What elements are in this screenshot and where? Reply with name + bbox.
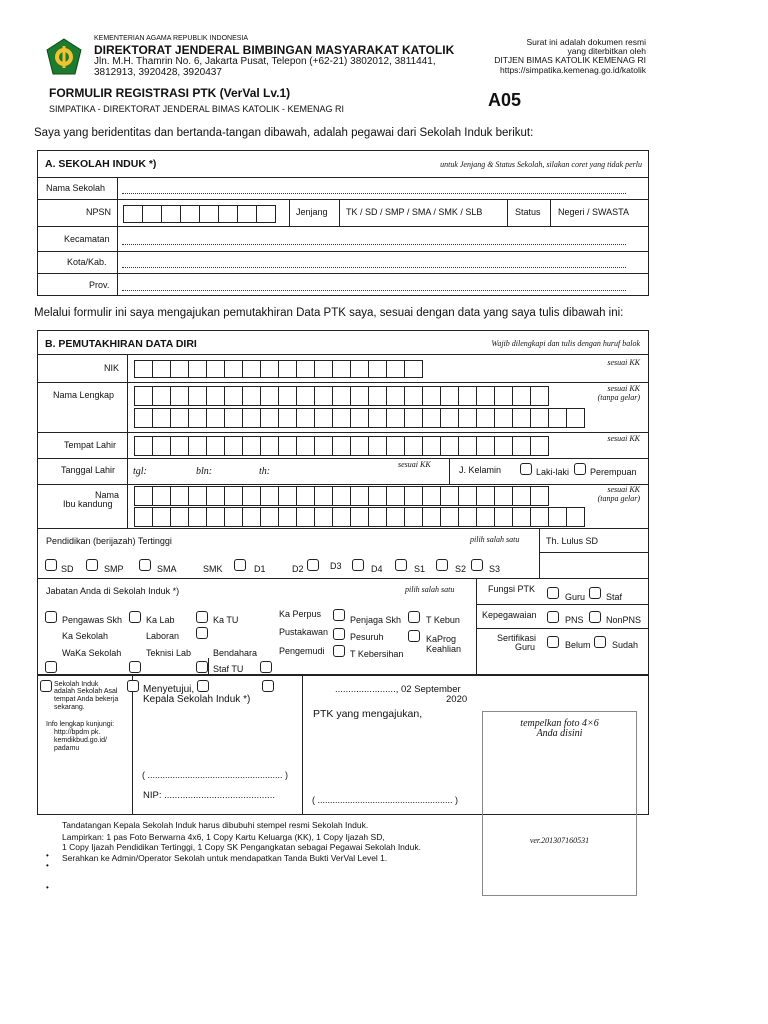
section-b-title: B. PEMUTAKHIRAN DATA DIRI [45, 338, 197, 350]
bendahara-label: Bendahara [213, 648, 258, 658]
note-line-2: yang diterbitkan oleh [567, 46, 646, 56]
tanggal-sesuai-kk: sesuai KK [398, 460, 431, 469]
signature-date: ......................., 02 September [335, 684, 461, 695]
section-a-box [37, 150, 649, 296]
belum-checkbox[interactable] [547, 636, 559, 648]
ibu-tanpa-gelar: (tanpa gelar) [597, 494, 640, 503]
staf-label: Staf [606, 592, 623, 602]
waka-checkbox[interactable] [45, 661, 57, 673]
sudah-checkbox[interactable] [594, 636, 606, 648]
pendidikan-label: Pendidikan (berijazah) Tertinggi [46, 536, 172, 546]
edu-sma-label: SMA [157, 564, 177, 574]
info-line-4: sekarang. [54, 704, 85, 711]
info-line-8[interactable]: padamu [54, 745, 80, 752]
jabatan-label: Jabatan Anda di Sekolah Induk *) [46, 586, 180, 596]
laki-checkbox[interactable] [520, 463, 532, 475]
th-lulus-label: Th. Lulus SD [546, 536, 599, 546]
prov-field[interactable] [122, 290, 626, 291]
ibu-sesuai-kk: sesuai KK [607, 485, 640, 494]
sertifikasi-label-2: Guru [515, 642, 536, 652]
tkebun-label: T Kebun [426, 615, 460, 625]
guru-checkbox[interactable] [547, 587, 559, 599]
bln-label[interactable]: bln: [196, 466, 213, 477]
jabatan-pilih: pilih salah satu [405, 585, 455, 594]
th-label[interactable]: th: [259, 466, 271, 477]
kecamatan-label: Kecamatan [64, 234, 110, 244]
address-line-1: Jln. M.H. Thamrin No. 6, Jakarta Pusat, Telepon (+62-21) 3802012, 3811441, [94, 56, 436, 67]
nama-sekolah-field[interactable] [122, 193, 626, 194]
nama-ibu-cells-1[interactable] [134, 486, 548, 506]
nama-ibu-label-1: Nama [95, 490, 120, 500]
edu-d3-checkbox[interactable] [395, 559, 407, 571]
nama-ibu-label-2: Ibu kandung [63, 499, 113, 509]
section-b-note: Wajib dilengkapi dan tulis dengan huruf balok [491, 339, 640, 348]
kaprog-label-2: Keahlian [426, 644, 462, 654]
form-title: FORMULIR REGISTRASI PTK (VerVal Lv.1) [49, 86, 291, 100]
bullet-1: • [46, 851, 49, 860]
signature-year: 2020 [446, 694, 468, 705]
kepala-nip[interactable]: NIP: .......................................... [143, 790, 275, 801]
nonpns-checkbox[interactable] [589, 611, 601, 623]
prov-label: Prov. [89, 280, 110, 290]
tanggal-lahir-label: Tanggal Lahir [61, 465, 116, 475]
edu-sma-checkbox[interactable] [139, 559, 151, 571]
kepala-checkbox-3 [262, 680, 274, 692]
npsn-label: NPSN [86, 207, 112, 217]
info-line-7[interactable]: kemdikbud.go.id/ [54, 737, 107, 744]
note-line-4: https://simpatika.kemenag.go.id/katolik [500, 65, 646, 75]
edu-d1-checkbox[interactable] [307, 559, 319, 571]
teknisi-label: Teknisi Lab [146, 648, 192, 658]
staf-checkbox[interactable] [589, 587, 601, 599]
pengemudi-label: Pengemudi [279, 646, 325, 656]
bullet-2: • [46, 861, 49, 870]
nik-label: NIK [104, 363, 120, 373]
laki-label: Laki-laki [536, 467, 570, 477]
edu-d4-label: D4 [371, 564, 383, 574]
edu-d2-checkbox[interactable] [352, 559, 364, 571]
nama-sekolah-label: Nama Sekolah [46, 183, 106, 193]
kepala-name-line[interactable]: ( ...................................................... ) [142, 770, 289, 780]
info-line-3: tempat Anda bekerja [54, 696, 119, 703]
bendahara-checkbox[interactable] [196, 661, 208, 673]
note-line-1: Surat ini adalah dokumen resmi [526, 37, 646, 47]
kecamatan-field[interactable] [122, 244, 626, 245]
kaperpus-label-1: Ka Perpus [279, 609, 322, 619]
edu-sd-checkbox[interactable] [45, 559, 57, 571]
kota-field[interactable] [122, 267, 626, 268]
ptk-name-line[interactable]: ( ...................................................... ) [312, 795, 459, 805]
tempat-sesuai-kk: sesuai KK [607, 434, 640, 443]
staftu-checkbox[interactable] [260, 661, 272, 673]
form-subtitle: SIMPATIKA - DIREKTORAT JENDERAL BIMAS KATOLIK - KEMENAG RI [49, 104, 345, 114]
footer-line-1: Tandatangan Kepala Sekolah Induk harus dibubuhi stempel resmi Sekolah Induk. [62, 820, 369, 830]
kaprog-label-1: KaProg [426, 634, 457, 644]
edu-d2-label: D2 [292, 564, 304, 574]
perempuan-label: Perempuan [590, 467, 637, 477]
sudah-label: Sudah [612, 640, 639, 650]
info-checkbox [40, 680, 52, 692]
form-code: A05 [488, 90, 522, 110]
directorate-name: DIREKTORAT JENDERAL BIMBINGAN MASYARAKAT KATOLIK [94, 43, 455, 57]
penjaga-label: Penjaga Skh [350, 615, 402, 625]
bullet-3: • [46, 883, 49, 892]
ministry-name: KEMENTERIAN AGAMA REPUBLIK INDONESIA [94, 35, 249, 42]
nik-sesuai-kk: sesuai KK [607, 358, 640, 367]
info-line-5: Info lengkap kunjungi: [46, 721, 115, 728]
jkelamin-label: J. Kelamin [459, 465, 502, 475]
belum-label: Belum [565, 640, 591, 650]
pns-label: PNS [565, 615, 584, 625]
photo-text-2: Anda disini [536, 728, 583, 739]
edu-smp-checkbox[interactable] [86, 559, 98, 571]
edu-d1-label: D1 [254, 564, 266, 574]
info-line-1: Sekolah Induk [54, 681, 99, 688]
tempat-lahir-cells[interactable] [134, 436, 548, 456]
nama-ibu-cells-2[interactable] [134, 507, 584, 527]
nama-tanpa-gelar: (tanpa gelar) [597, 393, 640, 402]
waka-label: WaKa Sekolah [62, 648, 122, 658]
katu-checkbox[interactable] [196, 611, 208, 623]
nama-lengkap-label: Nama Lengkap [53, 390, 115, 400]
nonpns-label: NonPNS [606, 615, 642, 625]
npsn-cells[interactable] [123, 205, 275, 223]
footer-line-4: Serahkan ke Admin/Operator Sekolah untuk mendapatkan Tanda Bukti VerVal Level 1. [62, 853, 388, 863]
edu-s2-label: S2 [455, 564, 467, 574]
tgl-label[interactable]: tgl: [133, 466, 147, 477]
address-line-2: 3812913, 3920428, 3920437 [94, 67, 222, 78]
edu-smp-label: SMP [104, 564, 124, 574]
kalab-label: Ka Lab [146, 615, 175, 625]
nama-lengkap-cells-2[interactable] [134, 408, 584, 428]
pengawas-label: Pengawas Skh [62, 615, 123, 625]
status-label: Status [515, 207, 541, 217]
version-text: ver.201307160531 [529, 836, 590, 845]
section-a-note: untuk Jenjang & Status Sekolah, silakan coret yang tidak perlu [440, 160, 642, 169]
nama-lengkap-cells-1[interactable] [134, 386, 548, 406]
jenjang-label: Jenjang [296, 207, 328, 217]
kepala-checkbox-2 [197, 680, 209, 692]
tkebersihan-checkbox[interactable] [333, 645, 345, 657]
edu-d4-checkbox[interactable] [436, 559, 448, 571]
kota-label: Kota/Kab. [67, 257, 107, 267]
fungsi-ptk-label: Fungsi PTK [488, 584, 536, 594]
nama-sesuai-kk: sesuai KK [607, 384, 640, 393]
guru-label: Guru [565, 592, 586, 602]
perempuan-checkbox[interactable] [574, 463, 586, 475]
photo-text-1: tempelkan foto 4×6 [520, 718, 599, 729]
kepala-label: Kepala Sekolah Induk *) [143, 694, 251, 705]
penjaga-checkbox[interactable] [408, 611, 420, 623]
edu-s3-label: S3 [489, 564, 501, 574]
info-line-2: adalah Sekolah Asal [54, 688, 118, 695]
edu-s1-checkbox[interactable] [471, 559, 483, 571]
sertifikasi-label-1: Sertifikasi [497, 633, 537, 643]
kasek-label: Ka Sekolah [62, 631, 109, 641]
info-line-6[interactable]: http://bpdm pk. [54, 729, 101, 736]
nik-cells[interactable] [134, 360, 422, 378]
edu-d3-label: D3 [330, 561, 342, 571]
ptk-label: PTK yang mengajukan, [313, 708, 423, 720]
katu-label: Ka TU [213, 615, 239, 625]
kepegawaian-label: Kepegawaian [482, 610, 537, 620]
note-line-3: DITJEN BIMAS KATOLIK KEMENAG RI [494, 55, 646, 65]
kepala-checkbox-1 [127, 680, 139, 692]
teknisi-checkbox[interactable] [129, 661, 141, 673]
tempat-lahir-label: Tempat Lahir [64, 440, 117, 450]
intro-text: Saya yang beridentitas dan bertanda-tangan dibawah, adalah pegawai dari Sekolah Induk berikut: [34, 127, 534, 139]
jenjang-options[interactable]: TK / SD / SMP / SMA / SMK / SLB [346, 207, 483, 217]
footer-line-2: Lampirkan: 1 pas Foto Berwarna 4x6, 1 Copy Kartu Keluarga (KK), 1 Copy Ijazah SD, [62, 832, 385, 842]
kaperpus-checkbox[interactable] [333, 609, 345, 621]
edu-smk-label: SMK [203, 564, 223, 574]
status-options[interactable]: Negeri / SWASTA [558, 207, 630, 217]
intro2-text: Melalui formulir ini saya mengajukan pemutakhiran Data PTK saya, sesuai dengan data yang saya tulis dibawah ini: [34, 307, 624, 319]
kaperpus-label-2: Pustakawan [279, 627, 329, 637]
laboran-label: Laboran [146, 631, 180, 641]
section-a-title: A. SEKOLAH INDUK *) [45, 158, 157, 170]
kaprog-checkbox[interactable] [408, 630, 420, 642]
footer-line-3: 1 Copy Ijazah Pendidikan Tertinggi, 1 Copy SK Pengangkatan sebagai Pegawai Sekolah Induk. [62, 842, 421, 852]
tkebersihan-label: T Kebersihan [350, 649, 404, 659]
staftu-label: Staf TU [213, 664, 244, 674]
kemenag-logo [45, 38, 83, 76]
edu-smk-checkbox[interactable] [234, 559, 246, 571]
kalab-checkbox[interactable] [129, 611, 141, 623]
pendidikan-pilih: pilih salah satu [470, 535, 520, 544]
laboran-checkbox[interactable] [196, 627, 208, 639]
pengawas-checkbox[interactable] [45, 611, 57, 623]
edu-sd-label: SD [61, 564, 74, 574]
pesuruh-label: Pesuruh [350, 632, 384, 642]
pns-checkbox[interactable] [547, 611, 559, 623]
menyetujui-label: Menyetujui, [143, 684, 195, 695]
edu-s1-label: S1 [414, 564, 426, 574]
pesuruh-checkbox[interactable] [333, 628, 345, 640]
